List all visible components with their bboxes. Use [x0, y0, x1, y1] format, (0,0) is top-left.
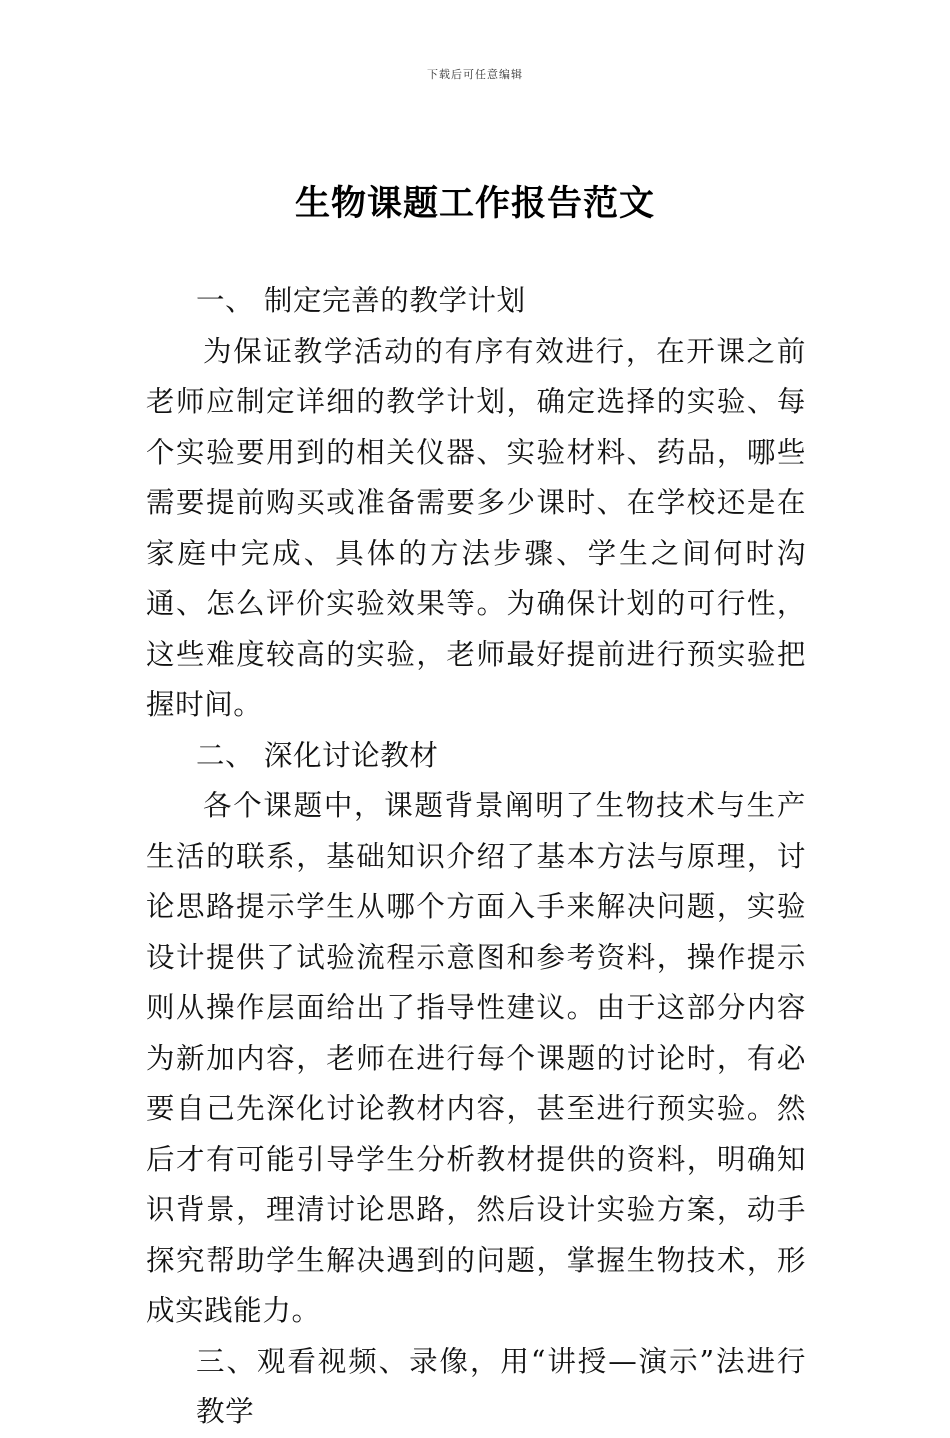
document-title: 生物课题工作报告范文: [294, 184, 655, 224]
section-heading-3: 三、观看视频、录像，用“讲授—演示”法进行教学: [196, 1344, 806, 1428]
section-paragraph-2: 各个课题中，课题背景阐明了生物技术与生产生活的联系，基础知识介绍了基本方法与原理，讨论思路提示学生从哪个方面入手来解决问题，实验设计提供了试验流程示意图和参考资料，操作提示则从操作层面给出了指导性建议。由于这部分内容为新加内容，老师在进行每个课题的讨论时，有必要自己先深化讨论教材内容，甚至进行预实验。然后才有可能引导学生分析教材提供的资料，明确知识背景，理清讨论思路，然后设计实验方案，动手探究帮助学生解决遇到的问题，掌握生物技术，形成实践能力。: [146, 789, 806, 1327]
section-heading-1: 一、 制定完善的教学计划: [196, 284, 526, 317]
document-body: [146, 276, 806, 1438]
section-heading-2: 二、 深化讨论教材: [196, 738, 439, 772]
header-note: 下载后可任意编辑: [427, 68, 523, 81]
section-paragraph-1: 为保证教学活动的有序有效进行，在开课之前老师应制定详细的教学计划，确定选择的实验、每个实验要用到的相关仪器、实验材料、药品，哪些需要提前购买或准备需要多少课时、在学校还是在家庭中完成、具体的方法步骤、学生之间何时沟通、怎么评价实验效果等。为确保计划的可行性，这些难度较高的实验，老师最好提前进行预实验把握时间。: [146, 334, 806, 721]
